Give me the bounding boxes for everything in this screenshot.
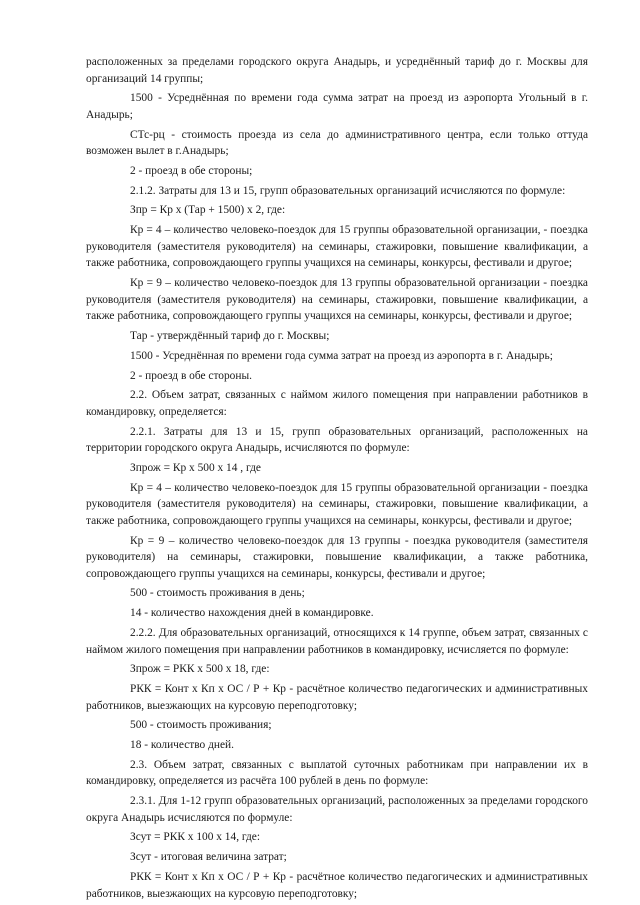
paragraph-18: 14 - количество нахождения дней в командировке. — [130, 607, 374, 620]
paragraph-9: Тар - утверждённый тариф до г. Москвы; — [130, 330, 330, 343]
formula-zsut: Зсут = РКК х 100 х 14, где: — [130, 831, 261, 844]
paragraph-27: Зсут - итоговая величина затрат; — [130, 851, 287, 864]
paragraph-25: 2.3.1. Для 1-12 групп образовательных организаций, расположенных за пределами городского округа Анадырь исчисляются по формуле: — [86, 795, 588, 824]
paragraph-22: 500 - стоимость проживания; — [130, 719, 272, 732]
paragraph-19: 2.2.2. Для образовательных организаций, относящихся к 14 группе, объем затрат, связанных с наймом жилого помещения при направлении работников в командировку, исчисляется по формуле: — [86, 626, 588, 656]
paragraph-12: 2.2. Объем затрат, связанных с наймом жилого помещения при направлении работников в командировку, определяется: — [86, 389, 588, 418]
paragraph-8: Кр = 9 – количество человеко-поездок для 13 группы образовательной организации - поездка руководителя (заместителя руководителя) на семинары, стажировки, повышение квалификации, а также работника, сопровождающего группы учащихся на семинары, конкурсы, фестивали и другое; — [86, 277, 588, 323]
paragraph-15: Кр = 4 – количество человеко-поездок для 15 группы образовательной организации - поездка руководителя (заместителя руководителя) на семинары, стажировки, повышение квалификации, а также работника, сопровождающего группы учащихся на семинары, конкурсы, фестивали и другое; — [86, 481, 588, 527]
document-page — [86, 54, 588, 905]
paragraph-23: 18 - количество дней. — [130, 739, 234, 752]
paragraph-11: 2 - проезд в обе стороны. — [130, 369, 252, 382]
paragraph-16: Кр = 9 – количество человеко-поездок для 13 группы - поездка руководителя (заместителя руководителя) на семинары, стажировки, повышение квалификации, а также работника, сопровождающего группы учащихся на семинары, конкурсы, фестивали и другое; — [86, 534, 588, 580]
paragraph-7: Кр = 4 – количество человеко-поездок для 15 группы образовательной организации, - поездка руководителя (заместителя руководителя) на семинары, стажировки, повышение квалификации, а также работника, сопровождающего группы учащихся на семинары, конкурсы, фестивали и другое; — [86, 224, 588, 270]
paragraph-10: 1500 - Усреднённая по времени года сумма затрат на проезд из аэропорта в г. Анадырь; — [130, 349, 553, 362]
paragraph-2: 1500 - Усреднённая по времени года сумма затрат на проезд из аэропорта Угольный в г. Анадырь; — [86, 92, 588, 121]
paragraph-17: 500 - стоимость проживания в день; — [130, 587, 305, 600]
paragraph-21: РКК = Конт х Кп х ОС / Р + Кр - расчётное количество педагогических и административных работников, выезжающих на курсовую переподготовку; — [86, 683, 588, 712]
formula-zpr: Зпр = Кр х (Тар + 1500) х 2, где: — [130, 204, 286, 217]
paragraph-13: 2.2.1. Затраты для 13 и 15, групп образовательных организаций, расположенных на территории городского округа Анадырь, исчисляются по формуле: — [86, 425, 588, 455]
formula-zprozh-2: Зпрож = РКК х 500 х 18, где: — [130, 663, 270, 676]
paragraph-28: РКК = Конт х Кп х ОС / Р + Кр - расчётное количество педагогических и административных работников, выезжающих на курсовую переподготовку; — [86, 870, 588, 900]
paragraph-5: 2.1.2. Затраты для 13 и 15, групп образовательных организаций исчисляются по формуле: — [130, 184, 566, 197]
paragraph-1: расположенных за пределами городского округа Анадырь, и усреднённый тариф до г. Москвы для организаций 14 группы; — [86, 56, 588, 85]
paragraph-24: 2.3. Объем затрат, связанных с выплатой суточных работникам при направлении их в командировку, определяется из расчёта 100 рублей в день по формуле: — [86, 758, 588, 788]
paragraph-3: СТс-рц - стоимость проезда из села до административного центра, если только оттуда возможен вылет в г.Анадырь; — [86, 128, 588, 158]
paragraph-4: 2 - проезд в обе стороны; — [130, 164, 253, 177]
formula-zprozh-1: Зпрож = Кр х 500 х 14 , где — [130, 461, 261, 474]
